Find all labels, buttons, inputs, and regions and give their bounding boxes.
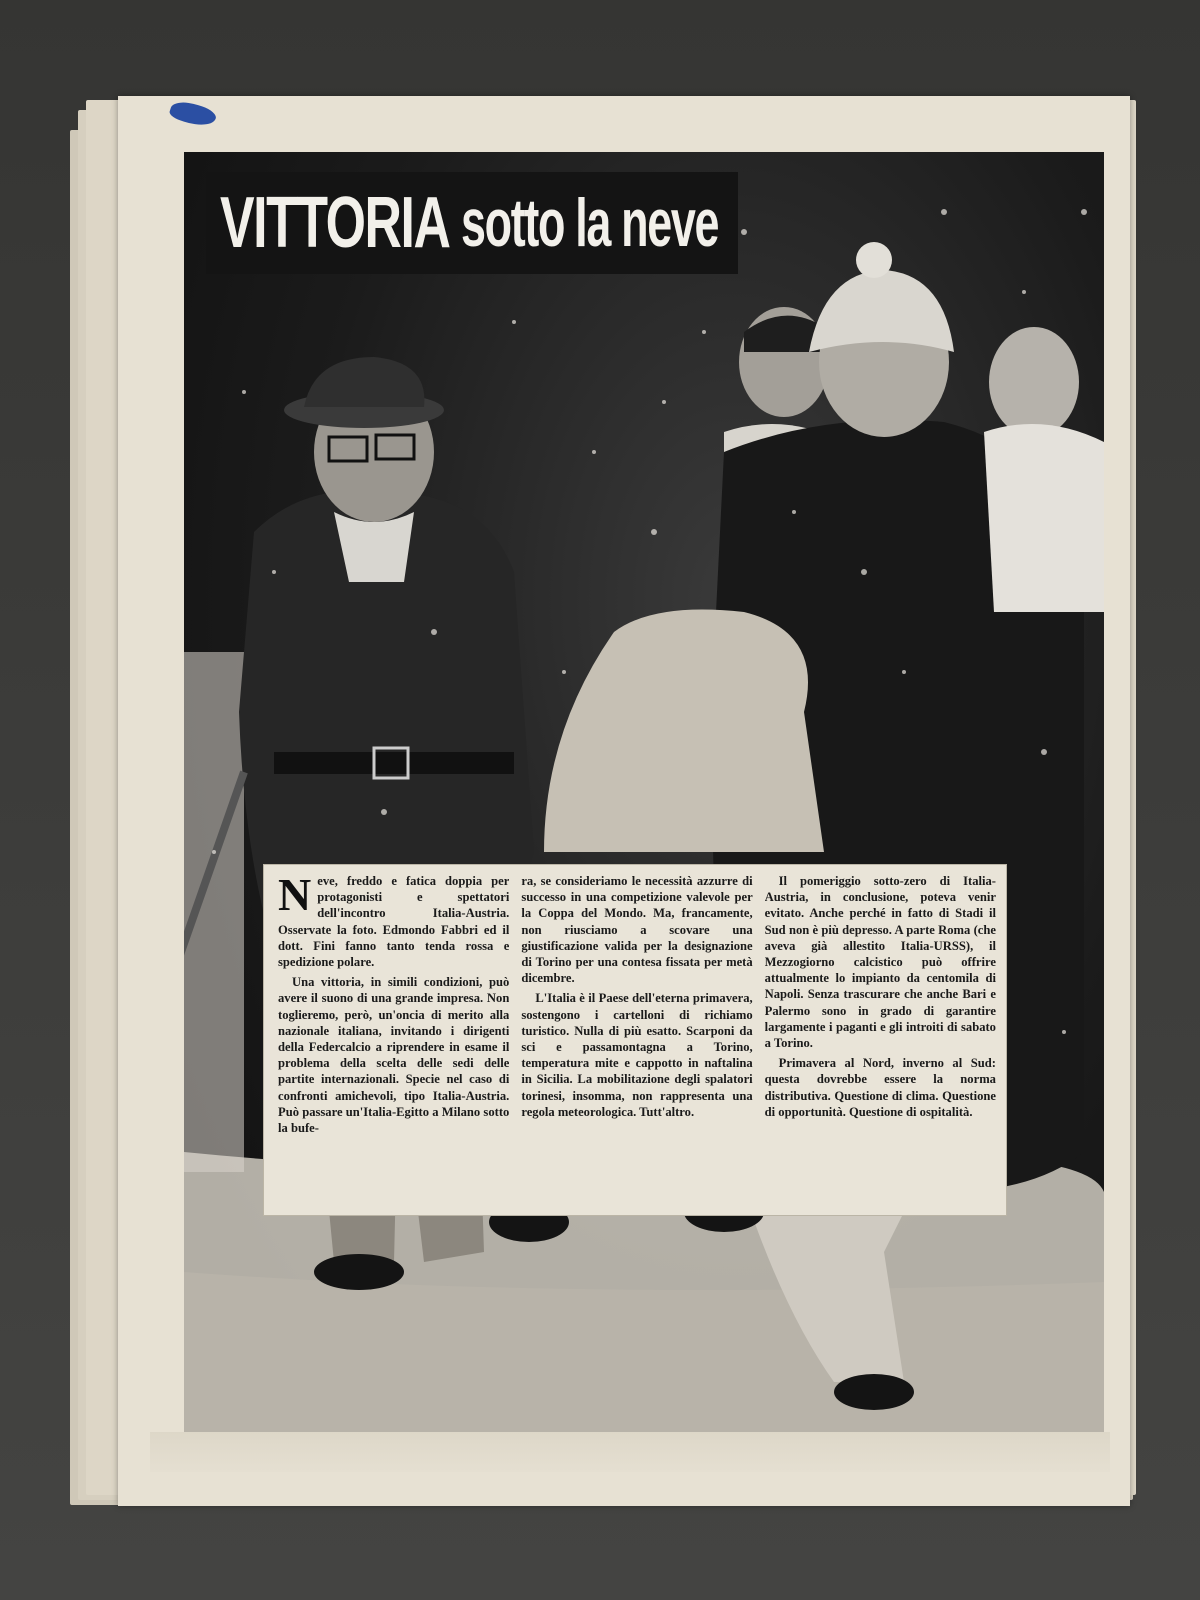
paragraph: Primavera al Nord, inverno al Sud: questa dovrebbe essere la norma distributiva. Questione di clima. Questione di opportunità. Questione di ospitalità. — [764, 1056, 996, 1119]
paragraph: Una vittoria, in simili condizioni, può avere il suono di una grande impresa. Non toglieremo, però, un'oncia di merito alla nazionale italiana, invitando i dirigenti della Federcalcio a riprendere in esame il problema della scelta delle sedi delle partite internazionali. Specie nel caso di confronti amichevoli, tipo Italia-Austria. Può passare un'Italia-Egitto a Milano sotto la bufe- — [278, 975, 510, 1136]
article-column-1 — [278, 873, 509, 1209]
snow-photo — [184, 152, 1104, 1432]
paragraph — [278, 873, 509, 970]
article-column-2 — [521, 873, 752, 1209]
paragraph: ra, se consideriamo le necessità azzurre di successo in una competizione valevole per la Coppa del Mondo. Ma, francamente, non riusciamo a scovare una giustificazione valida per la designazione di Torino per una contesa fissata per metà dicembre. — [521, 874, 753, 986]
page-bottom-margin — [150, 1432, 1110, 1472]
paragraph-text: eve, freddo e fatica doppia per protagonisti e spettatori dell'incontro Italia-Austria. Osservate la foto. Edmondo Fabbri ed il dott. Fini fanno tanto tenda rossa e spedizione polare. — [278, 874, 510, 970]
drop-cap: N — [278, 873, 312, 920]
headline-strong: VITTORIA — [220, 183, 450, 263]
photo-illustration — [184, 152, 1104, 1432]
paragraph: L'Italia è il Paese dell'eterna primavera, sostengono i cartelloni di richiamo turistico. Nulla di più esatto. Scarponi da sci e passamontagna a Torino, temperatura mite e cappotto in naftalina in Sicilia. La mobilitazione degli spalatori torinesi, insomma, non rappresenta una regola meteorologica. Tutt'altro. — [521, 991, 753, 1119]
article-column-3 — [765, 873, 996, 1209]
headline — [206, 172, 738, 274]
paragraph: Il pomeriggio sotto-zero di Italia-Austria, in conclusione, poteva venir evitato. Anche perché in fatto di Stadi il Sud non è più depresso. A parte Roma (che aveva già allestito Italia-URSS), il Mezzogiorno calcistico può offrire attualmente lo impianto da centomila di Napoli. Senza trascurare che anche Bari e Palermo sono in grado di garantire largamente i paganti e gli introiti di sabato a Torino. — [764, 874, 996, 1051]
headline-rest: sotto la neve — [460, 185, 718, 261]
article-box — [263, 864, 1007, 1216]
